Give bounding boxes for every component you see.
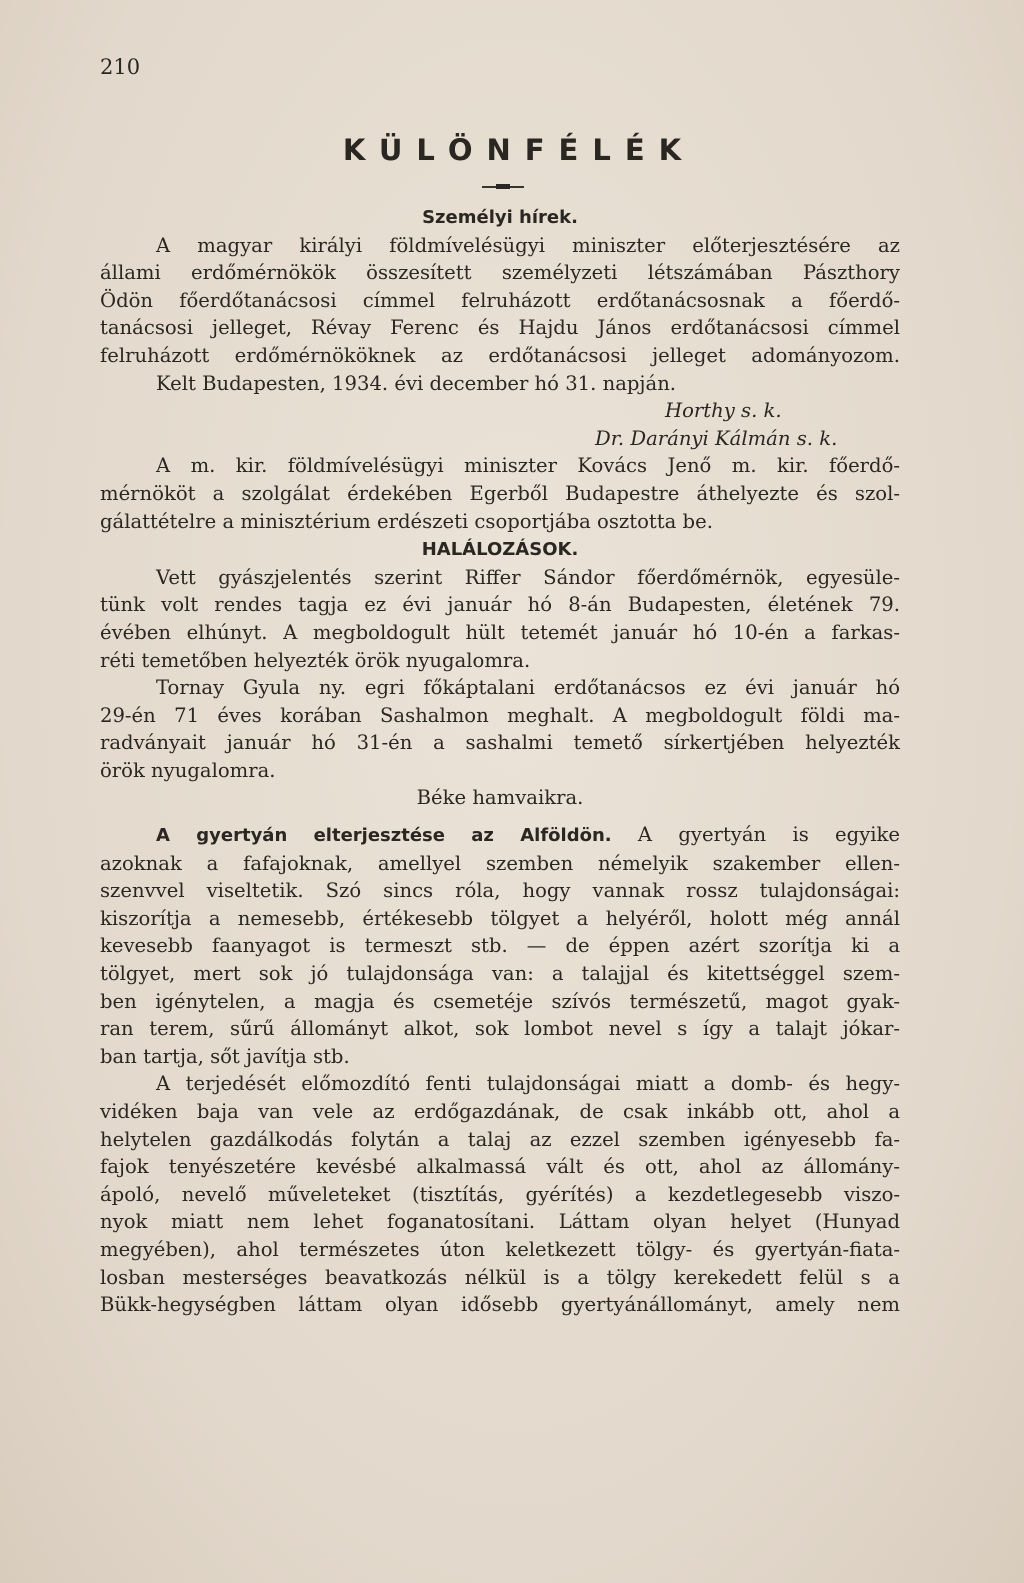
deaths-line: 29-én 71 éves korában Sashalmon meghalt. A megboldogult földi ma- — [100, 703, 900, 727]
page-number: 210 — [100, 55, 141, 79]
deaths-line: tünk volt rendes tagja ez évi január hó 8-án Budapesten, életének 79. — [100, 593, 900, 617]
hornbeam-line: Bükk-hegységben láttam olyan idősebb gyertyánállományt, amely nem — [100, 1293, 900, 1317]
hornbeam-line: ban tartja, sőt javítja stb. — [100, 1044, 350, 1068]
page-body — [100, 203, 900, 1319]
hornbeam-line: ben igénytelen, a magja és csemetéje szívós természetű, magot gyak- — [100, 989, 900, 1013]
deaths-closing: Béke hamvaikra. — [416, 786, 584, 810]
title-ornament — [482, 186, 524, 188]
deaths-line: Vett gyászjelentés szerint Riffer Sándor főerdőmérnök, egyesüle- — [156, 565, 900, 589]
deaths-heading: HALÁLOZÁSOK. — [421, 539, 579, 561]
hornbeam-heading: A gyertyán elterjesztése az Alföldön. — [156, 825, 612, 847]
transfer-line: A m. kir. földmívelésügyi miniszter Kovács Jenő m. kir. főerdő- — [156, 454, 900, 478]
personal-news-heading: Személyi hírek. — [422, 207, 578, 228]
decree-line: felruházott erdőmérnököknek az erdőtanácsosi jelleget adományozom. — [100, 343, 900, 367]
hornbeam-line: A terjedését előmozdító fenti tulajdonságai miatt a domb- és hegy- — [156, 1072, 900, 1096]
hornbeam-line: tölgyet, mert sok jó tulajdonsága van: a talajjal és kitettséggel szem- — [100, 962, 900, 986]
decree-paragraph — [100, 232, 900, 370]
deaths-paragraph-1 — [100, 564, 900, 674]
decree-line: állami erdőmérnökök összesített személyzeti létszámában Pászthory — [100, 261, 900, 285]
deaths-line: Tornay Gyula ny. egri főkáptalani erdőtanácsos ez évi január hó — [156, 676, 900, 700]
transfer-paragraph — [100, 452, 900, 535]
hornbeam-line: fajok tenyészetére kevésbé alkalmassá vált és ott, ahol az állomány- — [100, 1155, 900, 1179]
hornbeam-line: losban mesterséges beavatkozás nélkül is a tölgy kerekedett felül s a — [100, 1265, 900, 1289]
deaths-paragraph-2 — [100, 674, 900, 784]
signature-daranyi: Dr. Darányi Kálmán s. k. — [595, 426, 838, 450]
hornbeam-line: ápoló, nevelő műveleteket (tisztítás, gyérítés) a kezdetlegesebb viszo- — [100, 1182, 900, 1206]
hornbeam-line: megyében), ahol természetes úton keletkezett tölgy- és gyertyán-fiata- — [100, 1237, 900, 1261]
section-title: KÜLÖNFÉLÉK — [342, 133, 696, 167]
deaths-line: örök nyugalomra. — [100, 758, 276, 782]
decree-date: Kelt Budapesten, 1934. évi december hó 31. napján. — [156, 371, 677, 395]
hornbeam-line: kevesebb faanyagot is termeszt stb. — de éppen azért szorítja ki a — [100, 934, 900, 958]
deaths-line: radványait január hó 31-én a sashalmi temető sírkertjében helyezték — [100, 731, 900, 755]
hornbeam-line: nyok miatt nem lehet foganatosítani. Láttam olyan helyet (Hunyad — [100, 1210, 900, 1234]
hornbeam-line: szenvvel viseltetik. Szó sincs róla, hogy vannak rossz tulajdonságai: — [100, 879, 900, 903]
deaths-line: évében elhúnyt. A megboldogult hült tetemét január hó 10-én a farkas- — [100, 620, 900, 644]
hornbeam-paragraph-1 — [100, 821, 900, 1070]
deaths-line: réti temetőben helyezték örök nyugalomra. — [100, 648, 531, 672]
transfer-line: mérnököt a szolgálat érdekében Egerből Budapestre áthelyezte és szol- — [100, 481, 900, 505]
hornbeam-line: vidéken baja van vele az erdőgazdának, de csak inkább ott, ahol a — [100, 1100, 900, 1123]
decree-line: A magyar királyi földmívelésügyi miniszter előterjesztésére az — [156, 233, 900, 257]
hornbeam-line: kiszorítja a nemesebb, értékesebb tölgyet a helyéről, holott még annál — [100, 906, 900, 930]
signature-horthy: Horthy s. k. — [665, 399, 782, 423]
hornbeam-line: ran terem, sűrű állományt alkot, sok lombot nevel s így a talajt jókar- — [100, 1017, 900, 1041]
decree-line: Ödön főerdőtanácsosi címmel felruházott erdőtanácsosnak a főerdő- — [100, 288, 900, 312]
hornbeam-paragraph-2 — [100, 1070, 900, 1318]
hornbeam-line: azoknak a fafajoknak, amellyel szemben némelyik szakember ellen- — [100, 851, 900, 875]
hornbeam-line: helytelen gazdálkodás folytán a talaj az ezzel szemben igényesebb fa- — [100, 1127, 900, 1151]
hornbeam-first-line: A gyertyán elterjesztése az Alföldön. A gyertyán is egyike — [156, 823, 900, 847]
transfer-line: gálattételre a minisztérium erdészeti csoportjába osztotta be. — [100, 509, 713, 533]
decree-line: tanácsosi jelleget, Révay Ferenc és Hajdu János erdőtanácsosi címmel — [100, 316, 900, 340]
